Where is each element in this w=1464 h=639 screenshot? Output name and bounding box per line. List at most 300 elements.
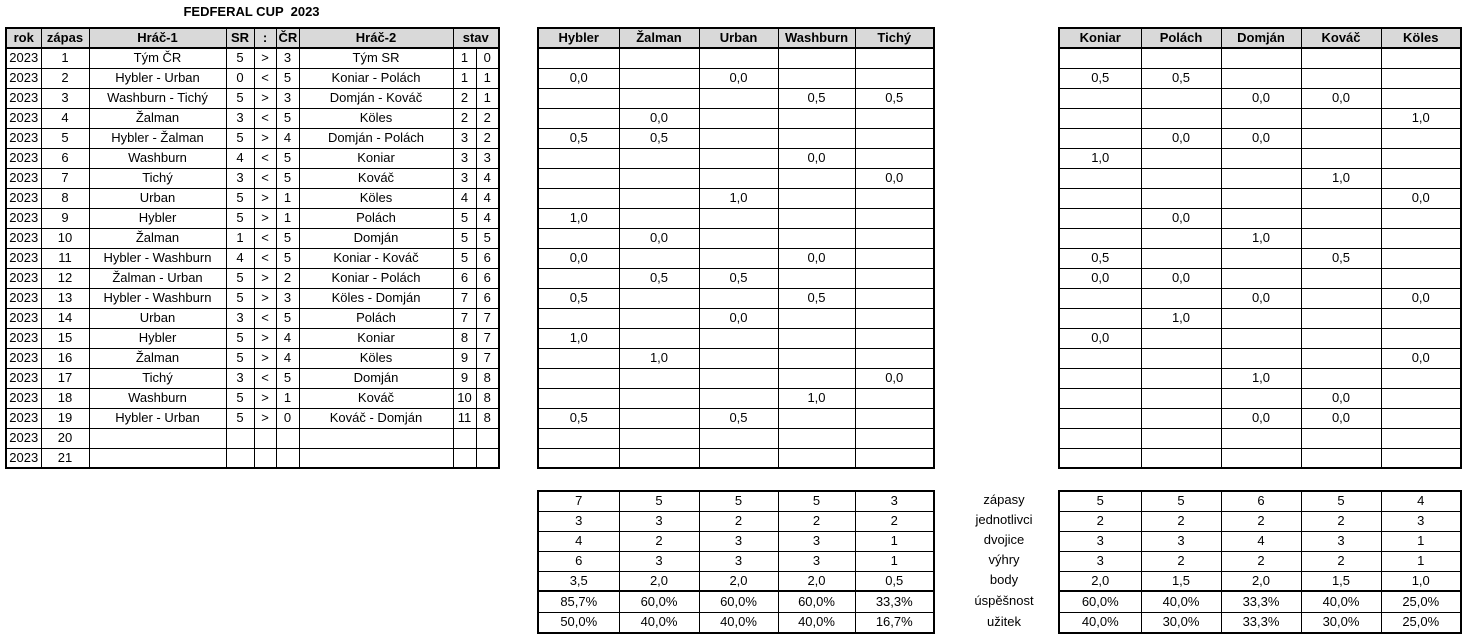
table-cell: Washburn: [89, 388, 226, 408]
table-cell: 3: [453, 128, 476, 148]
table-cell: [1221, 148, 1301, 168]
table-cell: [855, 188, 934, 208]
table-cell: [538, 428, 619, 448]
table-cell: [1301, 288, 1381, 308]
table-row: [1059, 88, 1461, 108]
table-row: [538, 571, 934, 591]
table-cell: >: [254, 208, 276, 228]
table-cell: Washburn: [89, 148, 226, 168]
table-row: [6, 68, 499, 88]
table-cell: 5: [1059, 491, 1141, 511]
table-cell: [699, 148, 778, 168]
table-cell: [538, 48, 619, 68]
table-cell: 1: [276, 208, 299, 228]
table-row: [1059, 148, 1461, 168]
table-cell: [855, 428, 934, 448]
header-kovac: Kováč: [1301, 28, 1381, 48]
table-cell: 9: [453, 368, 476, 388]
table-cell: 0,0: [1301, 408, 1381, 428]
table-cell: 7: [476, 348, 499, 368]
table-cell: [619, 368, 699, 388]
table-cell: 2: [1059, 511, 1141, 531]
table-row: [6, 368, 499, 388]
summary-label-zapasy: zápasy: [983, 492, 1025, 507]
table-cell: [619, 68, 699, 88]
table-row: [538, 531, 934, 551]
table-cell: 16: [41, 348, 89, 368]
table-cell: [1221, 48, 1301, 68]
table-cell: 2023: [6, 228, 41, 248]
table-cell: [453, 428, 476, 448]
table-cell: 5: [226, 88, 254, 108]
table-cell: 0,0: [855, 368, 934, 388]
table-cell: 5: [276, 228, 299, 248]
table-cell: [538, 368, 619, 388]
summary-label-body: body: [989, 572, 1019, 587]
table-cell: 2: [453, 108, 476, 128]
table-cell: 2023: [6, 348, 41, 368]
table-cell: 10: [41, 228, 89, 248]
table-cell: 0,5: [699, 408, 778, 428]
table-cell: >: [254, 268, 276, 288]
table-cell: [1059, 48, 1141, 68]
table-row: [6, 108, 499, 128]
table-cell: 3: [699, 551, 778, 571]
table-cell: [1059, 368, 1141, 388]
table-cell: 1: [476, 88, 499, 108]
table-row: [1059, 551, 1461, 571]
table-cell: [1381, 268, 1461, 288]
table-cell: [1381, 68, 1461, 88]
table-cell: 0,5: [538, 288, 619, 308]
table-cell: [855, 288, 934, 308]
table-cell: Domján: [299, 368, 453, 388]
table-cell: [1381, 408, 1461, 428]
table-row: [6, 348, 499, 368]
table-cell: 1: [855, 531, 934, 551]
table-cell: [855, 348, 934, 368]
table-row: [6, 268, 499, 288]
table-cell: >: [254, 128, 276, 148]
table-cell: 2023: [6, 168, 41, 188]
table-cell: 5: [41, 128, 89, 148]
table-cell: 3: [226, 308, 254, 328]
table-cell: 2: [1221, 551, 1301, 571]
table-cell: [778, 428, 855, 448]
table-cell: [299, 448, 453, 468]
table-cell: [1301, 308, 1381, 328]
table-row: [6, 328, 499, 348]
table-cell: [699, 288, 778, 308]
table-row: [1059, 108, 1461, 128]
table-cell: 3: [619, 511, 699, 531]
table-cell: [538, 348, 619, 368]
table-row: [1059, 428, 1461, 448]
table-cell: 30,0%: [1301, 612, 1381, 633]
table-cell: 0,0: [1059, 268, 1141, 288]
table-cell: [1381, 368, 1461, 388]
table-cell: 60,0%: [619, 591, 699, 612]
table-cell: [855, 228, 934, 248]
table-cell: Hybler - Washburn: [89, 248, 226, 268]
table-cell: 2023: [6, 48, 41, 68]
table-cell: 4: [41, 108, 89, 128]
table-cell: 8: [476, 408, 499, 428]
table-cell: 1,5: [1141, 571, 1221, 591]
table-cell: 5: [276, 68, 299, 88]
table-cell: [699, 248, 778, 268]
table-cell: 40,0%: [1141, 591, 1221, 612]
table-cell: 2: [1141, 511, 1221, 531]
table-cell: 2: [855, 511, 934, 531]
table-cell: >: [254, 88, 276, 108]
table-cell: [699, 168, 778, 188]
table-row: [6, 248, 499, 268]
table-cell: [476, 448, 499, 468]
table-cell: 0,0: [778, 248, 855, 268]
table-cell: 2: [619, 531, 699, 551]
table-row: [1059, 368, 1461, 388]
table-cell: <: [254, 368, 276, 388]
table-cell: [1301, 68, 1381, 88]
table-row: [538, 108, 934, 128]
table-row: [6, 388, 499, 408]
table-cell: 2023: [6, 208, 41, 228]
table-row: [538, 448, 934, 468]
table-cell: [538, 388, 619, 408]
table-cell: Žalman: [89, 228, 226, 248]
table-row: [538, 591, 934, 612]
table-row: [1059, 388, 1461, 408]
table-cell: 2023: [6, 268, 41, 288]
table-row: [538, 288, 934, 308]
table-cell: [1301, 268, 1381, 288]
table-cell: 0,5: [1301, 248, 1381, 268]
table-cell: Kováč: [299, 168, 453, 188]
table-cell: 8: [476, 368, 499, 388]
table-cell: 4: [276, 348, 299, 368]
table-cell: [778, 328, 855, 348]
table-cell: Hybler - Urban: [89, 68, 226, 88]
summary-label-vyhry: výhry: [988, 552, 1020, 567]
table-cell: 6: [453, 268, 476, 288]
table-cell: [1301, 228, 1381, 248]
table-cell: 40,0%: [1301, 591, 1381, 612]
table-cell: 5: [453, 248, 476, 268]
table-cell: 3: [226, 108, 254, 128]
table-cell: 6: [476, 288, 499, 308]
table-cell: [699, 48, 778, 68]
table-cell: 0,0: [855, 168, 934, 188]
table-cell: 2023: [6, 428, 41, 448]
table-cell: [619, 48, 699, 68]
table-cell: 0,0: [1301, 88, 1381, 108]
table-cell: 5: [226, 388, 254, 408]
table-cell: [1141, 248, 1221, 268]
table-cell: 3: [226, 168, 254, 188]
page-title: FEDFERAL CUP 2023: [183, 4, 320, 19]
table-cell: 0,0: [1221, 88, 1301, 108]
table-cell: 0,5: [699, 268, 778, 288]
table-cell: 2: [1141, 551, 1221, 571]
table-cell: [1221, 448, 1301, 468]
table-cell: 1,0: [1221, 368, 1301, 388]
sr-summary-table: [1058, 490, 1462, 634]
table-cell: 5: [276, 108, 299, 128]
table-cell: [1141, 428, 1221, 448]
table-cell: 33,3%: [855, 591, 934, 612]
table-cell: 5: [276, 368, 299, 388]
table-cell: 1,0: [1301, 168, 1381, 188]
table-cell: [1141, 408, 1221, 428]
table-row: [1059, 591, 1461, 612]
table-cell: 4: [226, 148, 254, 168]
table-row: [6, 408, 499, 428]
table-cell: 0: [226, 68, 254, 88]
table-cell: 7: [476, 328, 499, 348]
table-cell: 0,5: [1059, 248, 1141, 268]
header-domjan: Domján: [1221, 28, 1301, 48]
table-cell: 5: [226, 188, 254, 208]
table-row: [6, 208, 499, 228]
table-cell: [453, 448, 476, 468]
table-cell: 1,0: [778, 388, 855, 408]
table-cell: 2,0: [1221, 571, 1301, 591]
table-cell: 3,5: [538, 571, 619, 591]
table-cell: [619, 308, 699, 328]
table-cell: Köles: [299, 188, 453, 208]
table-cell: 1,0: [1059, 148, 1141, 168]
table-cell: 2023: [6, 288, 41, 308]
table-cell: [226, 428, 254, 448]
table-cell: Urban: [89, 308, 226, 328]
table-cell: 0,5: [619, 128, 699, 148]
table-cell: [699, 228, 778, 248]
table-cell: 1,0: [1381, 571, 1461, 591]
table-cell: 3: [476, 148, 499, 168]
header-koles: Köles: [1381, 28, 1461, 48]
table-cell: 3: [778, 531, 855, 551]
table-cell: [778, 168, 855, 188]
table-row: [6, 448, 499, 468]
table-cell: 1: [476, 68, 499, 88]
table-cell: 7: [476, 308, 499, 328]
table-cell: 2: [778, 511, 855, 531]
table-cell: [699, 88, 778, 108]
table-cell: 1,0: [1141, 308, 1221, 328]
table-cell: 0,5: [778, 88, 855, 108]
table-cell: 0,0: [699, 68, 778, 88]
table-cell: [699, 428, 778, 448]
summary-label-uspesnost: úspěšnost: [974, 593, 1034, 608]
table-cell: 5: [453, 228, 476, 248]
table-cell: [1221, 428, 1301, 448]
table-cell: Köles: [299, 348, 453, 368]
table-cell: [538, 228, 619, 248]
table-cell: 1: [276, 388, 299, 408]
table-cell: [778, 208, 855, 228]
table-cell: [778, 268, 855, 288]
table-cell: 1,0: [619, 348, 699, 368]
table-cell: 1: [276, 188, 299, 208]
table-row: [1059, 208, 1461, 228]
table-cell: 2: [276, 268, 299, 288]
table-row: [1059, 612, 1461, 633]
table-row: [1059, 168, 1461, 188]
header-zalman: Žalman: [619, 28, 699, 48]
table-cell: 25,0%: [1381, 591, 1461, 612]
table-row: [6, 308, 499, 328]
table-row: [6, 88, 499, 108]
table-cell: [778, 48, 855, 68]
table-cell: 3: [699, 531, 778, 551]
table-cell: [1059, 228, 1141, 248]
table-cell: [619, 168, 699, 188]
table-cell: 4: [226, 248, 254, 268]
table-cell: Hybler - Urban: [89, 408, 226, 428]
table-cell: 4: [276, 328, 299, 348]
table-cell: 40,0%: [699, 612, 778, 633]
table-cell: 0,5: [855, 88, 934, 108]
table-row: [1059, 491, 1461, 511]
table-cell: 1,0: [699, 188, 778, 208]
table-cell: Koniar - Polách: [299, 268, 453, 288]
table-cell: [1221, 328, 1301, 348]
table-cell: Hybler - Washburn: [89, 288, 226, 308]
table-cell: [1221, 388, 1301, 408]
table-cell: 4: [1381, 491, 1461, 511]
table-cell: 5: [476, 228, 499, 248]
table-cell: [254, 448, 276, 468]
table-cell: [1381, 148, 1461, 168]
table-row: [1059, 68, 1461, 88]
table-cell: 30,0%: [1141, 612, 1221, 633]
table-cell: >: [254, 188, 276, 208]
header-urban: Urban: [699, 28, 778, 48]
table-cell: 4: [276, 128, 299, 148]
table-cell: 9: [41, 208, 89, 228]
table-cell: [1381, 448, 1461, 468]
table-cell: Tichý: [89, 168, 226, 188]
table-row: [1059, 288, 1461, 308]
table-row: [538, 248, 934, 268]
table-cell: [1059, 188, 1141, 208]
table-cell: 5: [276, 148, 299, 168]
table-cell: [778, 68, 855, 88]
table-row: [1059, 268, 1461, 288]
table-cell: Polách: [299, 208, 453, 228]
table-cell: [1381, 128, 1461, 148]
table-cell: 0,0: [1381, 348, 1461, 368]
table-cell: 2: [699, 511, 778, 531]
table-row: [538, 408, 934, 428]
table-cell: [778, 128, 855, 148]
table-cell: [855, 208, 934, 228]
table-cell: Hybler: [89, 328, 226, 348]
table-cell: [1381, 328, 1461, 348]
table-cell: Polách: [299, 308, 453, 328]
table-row: [538, 491, 934, 511]
table-cell: [1059, 408, 1141, 428]
results-header-row: [6, 28, 499, 48]
table-cell: [1141, 188, 1221, 208]
table-cell: 5: [226, 408, 254, 428]
table-cell: [1381, 208, 1461, 228]
table-cell: 13: [41, 288, 89, 308]
table-cell: [1301, 348, 1381, 368]
table-row: [1059, 328, 1461, 348]
table-cell: [1059, 388, 1141, 408]
table-cell: [1301, 128, 1381, 148]
table-cell: Domján: [299, 228, 453, 248]
table-cell: [1141, 388, 1221, 408]
table-cell: 5: [226, 208, 254, 228]
header-hrac-1: Hráč-1: [89, 28, 226, 48]
table-cell: 1,5: [1301, 571, 1381, 591]
table-cell: [1059, 88, 1141, 108]
header-stav: stav: [453, 28, 499, 48]
table-cell: 2023: [6, 408, 41, 428]
table-cell: 0,0: [538, 248, 619, 268]
table-cell: 2023: [6, 188, 41, 208]
results-table: [5, 27, 500, 469]
table-cell: 5: [226, 288, 254, 308]
table-cell: 2023: [6, 308, 41, 328]
table-cell: [699, 348, 778, 368]
table-cell: [1059, 348, 1141, 368]
table-cell: [619, 448, 699, 468]
table-cell: 0,5: [619, 268, 699, 288]
table-cell: [1059, 288, 1141, 308]
table-cell: [619, 148, 699, 168]
table-cell: [1141, 368, 1221, 388]
table-cell: 5: [619, 491, 699, 511]
table-cell: [1381, 248, 1461, 268]
table-row: [6, 188, 499, 208]
table-cell: 5: [226, 348, 254, 368]
table-cell: [778, 368, 855, 388]
table-cell: [1141, 348, 1221, 368]
table-cell: [778, 448, 855, 468]
table-cell: [1381, 308, 1461, 328]
table-cell: Žalman: [89, 108, 226, 128]
table-cell: [699, 388, 778, 408]
table-cell: 3: [276, 48, 299, 68]
table-cell: 0,0: [1381, 288, 1461, 308]
header-colon: :: [254, 28, 276, 48]
table-row: [538, 612, 934, 633]
table-row: [538, 148, 934, 168]
table-cell: [1221, 68, 1301, 88]
table-cell: 5: [453, 208, 476, 228]
table-cell: [855, 408, 934, 428]
table-cell: 0,5: [855, 571, 934, 591]
table-row: [538, 308, 934, 328]
table-cell: [1221, 268, 1301, 288]
table-cell: Tým SR: [299, 48, 453, 68]
table-cell: 3: [1059, 531, 1141, 551]
table-cell: 85,7%: [538, 591, 619, 612]
table-cell: 60,0%: [778, 591, 855, 612]
table-cell: 6: [476, 248, 499, 268]
table-cell: <: [254, 228, 276, 248]
table-cell: [1059, 308, 1141, 328]
table-cell: [538, 88, 619, 108]
table-cell: 40,0%: [1059, 612, 1141, 633]
table-cell: 1,0: [1221, 228, 1301, 248]
table-cell: 2023: [6, 328, 41, 348]
table-cell: 4: [476, 208, 499, 228]
